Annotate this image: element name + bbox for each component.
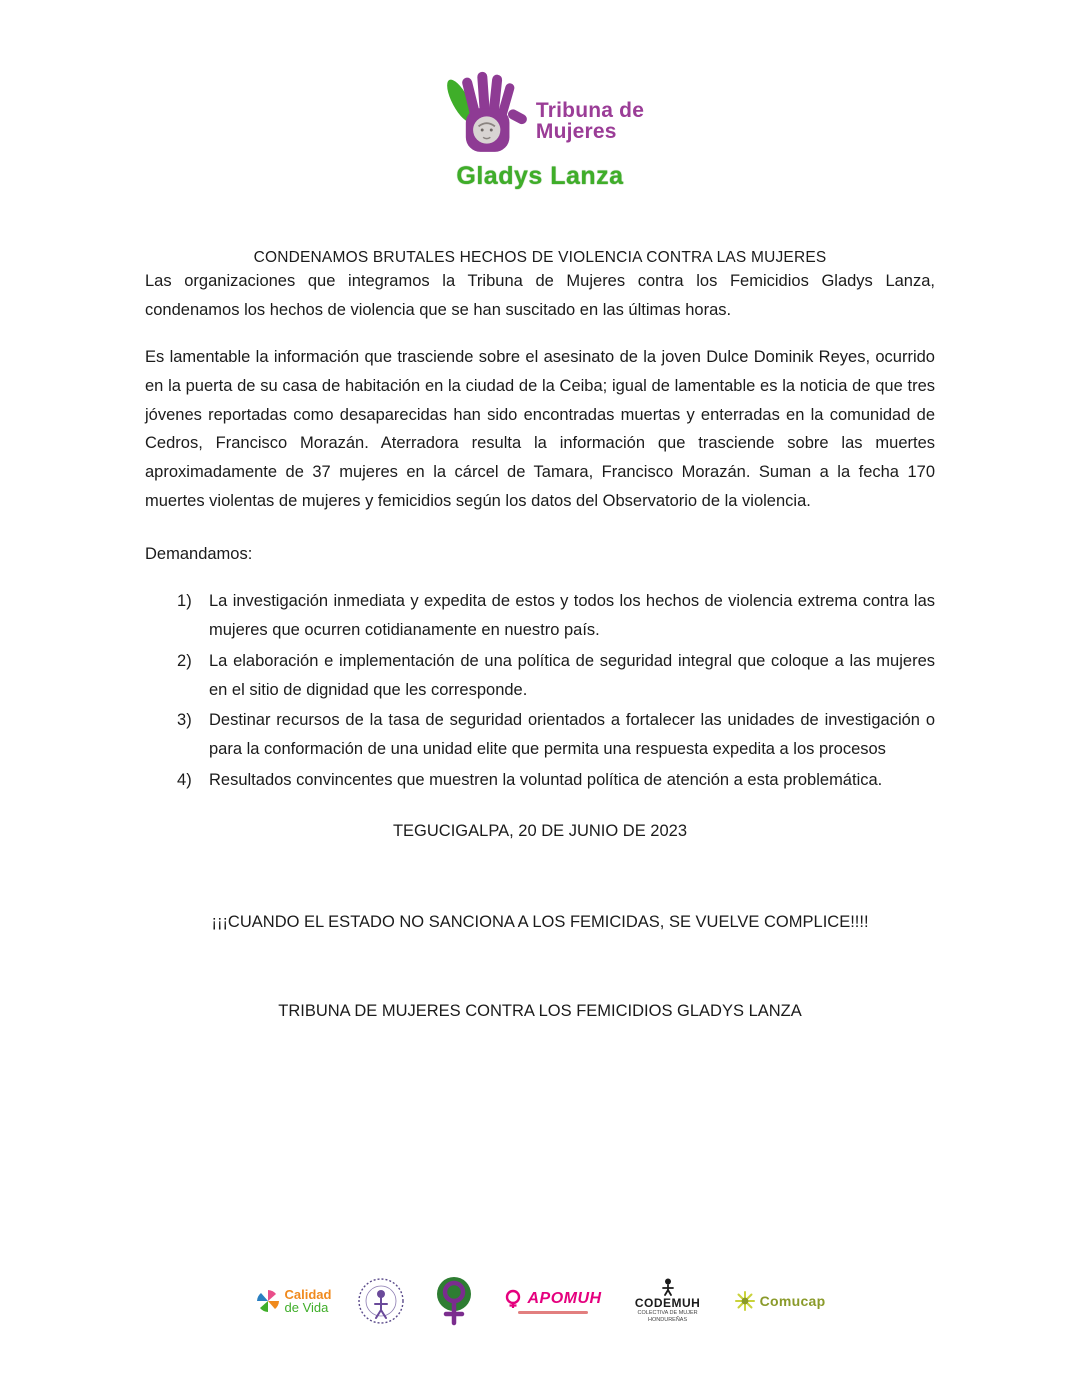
comucap-flower-icon [734,1290,756,1312]
calidad-label-line2: de Vida [284,1300,329,1315]
calidad-label-line1: Calidad [284,1287,332,1302]
cem-female-symbol-logo [431,1275,477,1327]
org-name-line1: Tribuna de [535,99,645,122]
dateline: TEGUCIGALPA, 20 DE JUNIO DE 2023 [392,822,688,840]
org-logo [0,0,1080,191]
circular-seal-icon [357,1277,405,1325]
comucap-logo [734,1290,826,1312]
apomuh-circle-icon [503,1289,523,1309]
codemuh-logo [628,1278,708,1323]
paragraph-1: Las organizaciones que integramos la Tribuna de Mujeres contra los Femicidios Gladys Lanza, condenamos los hechos de violencia que se han suscitado en las últimas horas. [145,272,935,319]
org-name-lines [536,100,644,143]
female-symbol-icon [431,1275,477,1327]
slogan: ¡¡¡CUANDO EL ESTADO NO SANCIONA A LOS FEMICIDAS, SE VUELVE COMPLICE!!!! [211,912,869,931]
signature-line: TRIBUNA DE MUJERES CONTRA LOS FEMICIDIOS GLADYS LANZA [278,1001,802,1020]
calidad-de-vida-pinwheel-icon [255,1288,281,1314]
paragraph-2: Es lamentable la información que trasciende sobre el asesinato de la joven Dulce Dominik Reyes, ocurrido en la puerta de su casa de habitación en la ciudad de la Ceiba; igual de lamentable es la noticia de que tres jóvenes reportadas como desaparecidas han sido encontradas muertas y enterradas en la comunidad de Cedros, Francisco Morazán. Aterradora resulta la información que trasciende sobre las muertes aproximadamente de 37 mujeres en la cárcel de Tamara, Francisco Morazán. Suman a la fecha 170 muertes violentas de mujeres y femicidios según los datos del Observatorio de la violencia. [145,347,935,511]
codemuh-label: CODEMUH [634,1296,701,1311]
calidad-de-vida-logo [255,1288,332,1314]
codemuh-figure-icon [660,1278,676,1296]
org-name-gladys-lanza: Gladys Lanza [456,162,624,190]
apomuh-logo [503,1289,601,1314]
apomuh-label: APOMUH [527,1289,602,1307]
demands-list [145,587,935,795]
org-name-line2: Mujeres [535,120,617,144]
demand-item-3: Destinar recursos de la tasa de seguridad orientados a fortalecer las unidades de investigación o para la conformación de una unidad elite que permita una respuesta expedita a los procesos [209,711,935,759]
hand-logo-icon [436,70,532,170]
document-body [145,267,935,1026]
movimiento-mujeres-paz-seal-logo [357,1277,405,1325]
demands-label: Demandamos: [145,545,253,563]
document-title: CONDENAMOS BRUTALES HECHOS DE VIOLENCIA CONTRA LAS MUJERES [253,249,827,266]
codemuh-sublabel: COLECTIVA DE MUJER HONDUREÑAS [637,1310,698,1323]
demand-item-1: La investigación inmediata y expedita de estos y todos los hechos de violencia extrema contra las mujeres que ocurren cotidianamente en nuestro país. [209,591,935,639]
demand-item-2: La elaboración e implementación de una política de seguridad integral que coloque a las mujeres en el sitio de dignidad que les corresponde. [209,651,935,699]
demand-item-4: Resultados convincentes que muestren la voluntad política de atención a esta problemática. [209,771,883,790]
apomuh-subtext-strip [518,1311,588,1314]
comucap-label: Comucap [759,1293,826,1309]
partner-logos-row [0,1275,1080,1327]
